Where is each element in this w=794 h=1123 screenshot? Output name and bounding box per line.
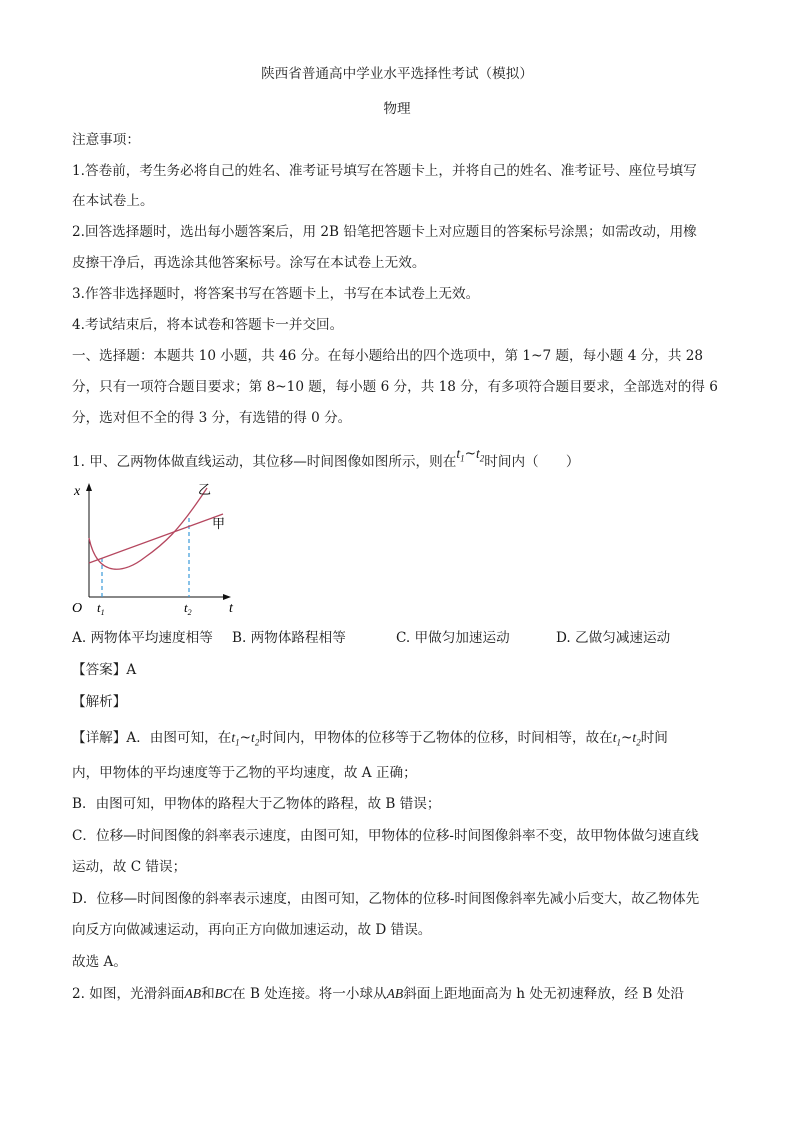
subject-title: 物理 xyxy=(383,101,411,117)
question-2-stem: 2. 如图，光滑斜面AB和BC在 B 处连接。将一小球从AB斜面上距地面高为 h 处无初速释放，经 B 处沿 xyxy=(72,986,684,1002)
line-jia xyxy=(89,514,226,563)
detail-c-line-1: C．位移—时间图像的斜率表示速度，由图可知，甲物体的位移-时间图像斜率不变，故甲物体做匀速直线 xyxy=(72,828,699,844)
answer-line: 【答案】A xyxy=(72,662,137,678)
conclusion: 故选 A。 xyxy=(72,954,127,970)
detail-d-line-2: 向反方向做减速运动，再向正方向做加速运动，故 D 错误。 xyxy=(72,922,432,938)
option-b: B. 两物体路程相等 xyxy=(232,630,346,646)
section1-line-2: 分，只有一项符合题目要求；第 8~10 题，每小题 6 分，共 18 分，有多项符合题目要求，全部选对的得 6 xyxy=(72,379,718,395)
tick-label-t2: $t_2$ xyxy=(184,600,192,617)
option-c: C. 甲做匀加速运动 xyxy=(396,630,510,646)
notes-heading: 注意事项： xyxy=(72,132,140,148)
option-d: D. 乙做匀减速运动 xyxy=(556,630,671,646)
t2-symbol: $t_2$ xyxy=(476,446,485,464)
detail-a-line-1: 【详解】A．由图可知，在$t_1\sim t_2$时间内，甲物体的位移等于乙物体的位移，时间相等，故在$t_1\sim t_2$时间 xyxy=(72,730,668,748)
t-axis-arrowhead xyxy=(223,594,231,600)
option-a: A. 两物体平均速度相等 xyxy=(72,630,213,646)
note-2-line-b: 皮擦干净后，再选涂其他答案标号。涂写在本试卷上无效。 xyxy=(72,255,426,271)
x-t-graph xyxy=(66,480,246,620)
note-2-line-a: 2.回答选择题时，选出每小题答案后，用 2B 铅笔把答题卡上对应题目的答案标号涂黑；如需改动，用橡 xyxy=(72,224,697,240)
section1-line-1: 一、选择题：本题共 10 小题，共 46 分。在每小题给出的四个选项中，第 1~7 题，每小题 4 分，共 28 xyxy=(72,348,704,364)
section1-line-3: 分，选对但不全的得 3 分，有选错的得 0 分。 xyxy=(72,410,352,426)
note-3: 3.作答非选择题时，将答案书写在答题卡上，书写在本试卷上无效。 xyxy=(72,286,480,302)
origin-label: O xyxy=(72,601,83,616)
t1-symbol: $t_1$ xyxy=(456,446,465,464)
note-4: 4.考试结束后，将本试卷和答题卡一并交回。 xyxy=(72,317,344,333)
q1-stem-end: 时间内（ ） xyxy=(484,454,580,470)
tick-label-t1: $t_1$ xyxy=(97,600,105,617)
detail-b: B．由图可知，甲物体的路程大于乙物体的路程，故 B 错误； xyxy=(72,796,441,812)
detail-a-line-2: 内，甲物体的平均速度等于乙物的平均速度，故 A 正确； xyxy=(72,765,417,781)
axis-label-t: t xyxy=(229,601,233,616)
note-1-line-a: 1.答卷前，考生务必将自己的姓名、准考证号填写在答题卡上，并将自己的姓名、准考证号、座位号填写 xyxy=(72,163,697,179)
detail-c-line-2: 运动，故 C 错误； xyxy=(72,859,187,875)
analysis-heading: 【解析】 xyxy=(72,694,127,710)
label-yi: 乙 xyxy=(198,482,212,497)
note-1-line-b: 在本试卷上。 xyxy=(72,193,154,209)
exam-title: 陕西省普通高中学业水平选择性考试（模拟） xyxy=(261,66,533,82)
question-1-stem xyxy=(72,446,580,477)
tilde-symbol: ~ xyxy=(464,446,476,462)
axis-label-x: x xyxy=(74,484,81,499)
q1-stem-start: 1. 甲、乙两物体做直线运动，其位移—时间图像如图所示，则在 xyxy=(72,454,457,470)
detail-d-line-1: D．位移—时间图像的斜率表示速度，由图可知，乙物体的位移-时间图像斜率先减小后变大，故乙物体先 xyxy=(72,891,700,907)
label-jia: 甲 xyxy=(212,516,226,531)
x-axis-arrowhead xyxy=(86,483,92,491)
